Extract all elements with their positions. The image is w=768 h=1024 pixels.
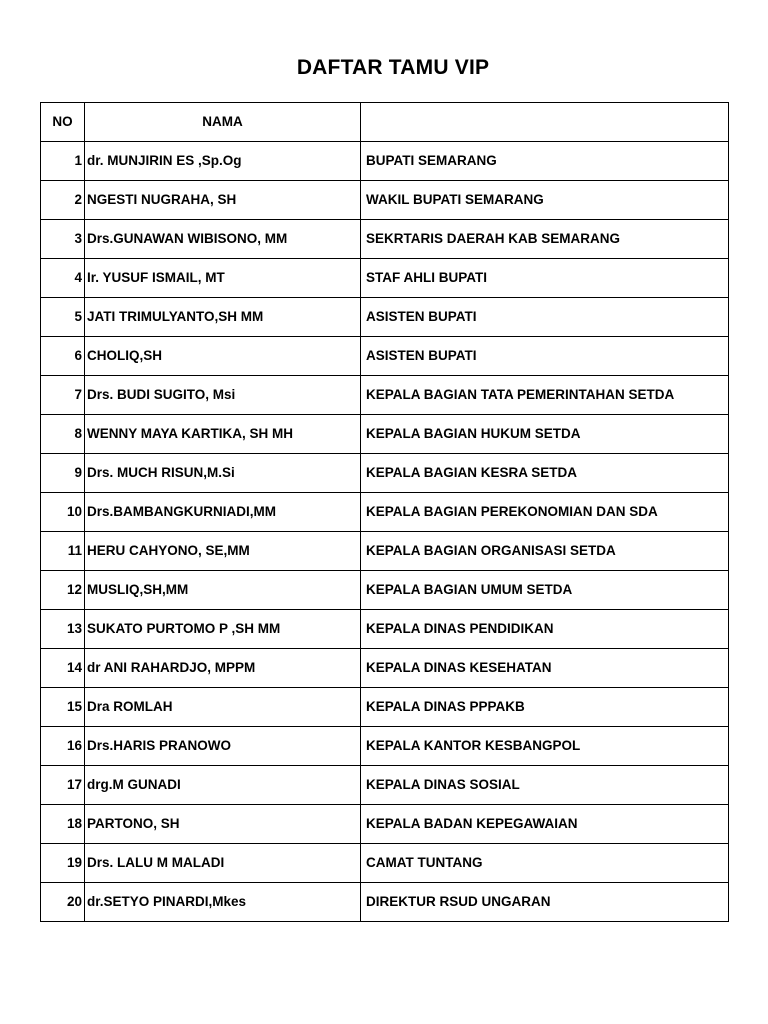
table-header — [41, 103, 729, 142]
table-row — [41, 181, 729, 220]
cell-jabatan: KEPALA DINAS KESEHATAN — [361, 649, 729, 688]
table-row — [41, 298, 729, 337]
cell-jabatan: KEPALA BAGIAN PEREKONOMIAN DAN SDA — [361, 493, 729, 532]
table-row — [41, 688, 729, 727]
cell-jabatan: KEPALA DINAS PENDIDIKAN — [361, 610, 729, 649]
cell-no: 1 — [41, 142, 85, 181]
cell-jabatan: KEPALA BAGIAN ORGANISASI SETDA — [361, 532, 729, 571]
table-row — [41, 649, 729, 688]
cell-no: 11 — [41, 532, 85, 571]
cell-jabatan: WAKIL BUPATI SEMARANG — [361, 181, 729, 220]
table-row — [41, 766, 729, 805]
cell-nama: dr ANI RAHARDJO, MPPM — [85, 649, 361, 688]
cell-nama: MUSLIQ,SH,MM — [85, 571, 361, 610]
cell-no: 16 — [41, 727, 85, 766]
cell-jabatan: SEKRTARIS DAERAH KAB SEMARANG — [361, 220, 729, 259]
table-row — [41, 805, 729, 844]
cell-nama: SUKATO PURTOMO P ,SH MM — [85, 610, 361, 649]
page-title: DAFTAR TAMU VIP — [296, 56, 490, 79]
cell-nama: JATI TRIMULYANTO,SH MM — [85, 298, 361, 337]
table-header-row — [41, 103, 729, 142]
table-row — [41, 571, 729, 610]
table-row — [41, 415, 729, 454]
cell-no: 10 — [41, 493, 85, 532]
cell-nama: HERU CAHYONO, SE,MM — [85, 532, 361, 571]
table-body — [41, 142, 729, 922]
cell-no: 17 — [41, 766, 85, 805]
column-header-jabatan — [361, 103, 729, 142]
table-row — [41, 844, 729, 883]
cell-no: 5 — [41, 298, 85, 337]
cell-no: 9 — [41, 454, 85, 493]
cell-no: 20 — [41, 883, 85, 922]
cell-jabatan: CAMAT TUNTANG — [361, 844, 729, 883]
cell-nama: drg.M GUNADI — [85, 766, 361, 805]
table-row — [41, 376, 729, 415]
cell-jabatan: BUPATI SEMARANG — [361, 142, 729, 181]
column-header-no: NO — [41, 103, 85, 142]
cell-no: 12 — [41, 571, 85, 610]
table-row — [41, 337, 729, 376]
cell-jabatan: KEPALA DINAS PPPAKB — [361, 688, 729, 727]
cell-no: 14 — [41, 649, 85, 688]
cell-nama: PARTONO, SH — [85, 805, 361, 844]
cell-jabatan: KEPALA BAGIAN HUKUM SETDA — [361, 415, 729, 454]
cell-nama: Drs. MUCH RISUN,M.Si — [85, 454, 361, 493]
cell-no: 13 — [41, 610, 85, 649]
cell-jabatan: STAF AHLI BUPATI — [361, 259, 729, 298]
cell-nama: Drs.BAMBANGKURNIADI,MM — [85, 493, 361, 532]
cell-jabatan: KEPALA BAGIAN UMUM SETDA — [361, 571, 729, 610]
cell-nama: Ir. YUSUF ISMAIL, MT — [85, 259, 361, 298]
cell-no: 6 — [41, 337, 85, 376]
cell-jabatan: DIREKTUR RSUD UNGARAN — [361, 883, 729, 922]
cell-jabatan: ASISTEN BUPATI — [361, 298, 729, 337]
table-row — [41, 532, 729, 571]
cell-no: 3 — [41, 220, 85, 259]
cell-nama: Drs. BUDI SUGITO, Msi — [85, 376, 361, 415]
cell-no: 4 — [41, 259, 85, 298]
table-row — [41, 220, 729, 259]
table-row — [41, 259, 729, 298]
cell-nama: dr.SETYO PINARDI,Mkes — [85, 883, 361, 922]
cell-jabatan: KEPALA BADAN KEPEGAWAIAN — [361, 805, 729, 844]
cell-no: 19 — [41, 844, 85, 883]
cell-nama: WENNY MAYA KARTIKA, SH MH — [85, 415, 361, 454]
cell-no: 8 — [41, 415, 85, 454]
cell-nama: Dra ROMLAH — [85, 688, 361, 727]
cell-nama: NGESTI NUGRAHA, SH — [85, 181, 361, 220]
cell-no: 15 — [41, 688, 85, 727]
column-header-nama: NAMA — [85, 103, 361, 142]
cell-no: 18 — [41, 805, 85, 844]
table-row — [41, 454, 729, 493]
table-row — [41, 610, 729, 649]
table-row — [41, 493, 729, 532]
cell-nama: Drs. LALU M MALADI — [85, 844, 361, 883]
cell-jabatan: KEPALA BAGIAN KESRA SETDA — [361, 454, 729, 493]
cell-jabatan: KEPALA KANTOR KESBANGPOL — [361, 727, 729, 766]
cell-no: 7 — [41, 376, 85, 415]
cell-jabatan: KEPALA BAGIAN TATA PEMERINTAHAN SETDA — [361, 376, 729, 415]
vip-guest-table — [40, 102, 729, 922]
cell-jabatan: ASISTEN BUPATI — [361, 337, 729, 376]
cell-no: 2 — [41, 181, 85, 220]
cell-nama: Drs.HARIS PRANOWO — [85, 727, 361, 766]
table-row — [41, 727, 729, 766]
table-row — [41, 142, 729, 181]
cell-nama: CHOLIQ,SH — [85, 337, 361, 376]
table-row — [41, 883, 729, 922]
cell-jabatan: KEPALA DINAS SOSIAL — [361, 766, 729, 805]
cell-nama: dr. MUNJIRIN ES ,Sp.Og — [85, 142, 361, 181]
cell-nama: Drs.GUNAWAN WIBISONO, MM — [85, 220, 361, 259]
